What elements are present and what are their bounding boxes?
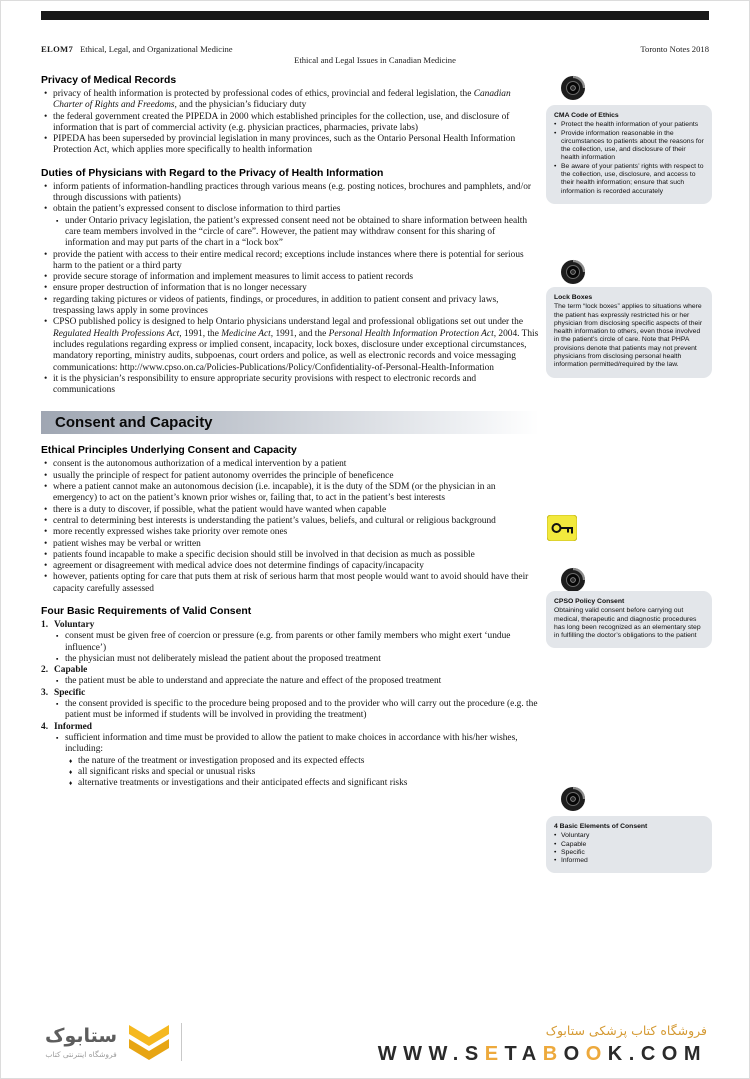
bullet-marker: • bbox=[44, 572, 48, 583]
pearl-icon bbox=[560, 786, 586, 812]
footer-logo bbox=[45, 1022, 182, 1062]
list-item bbox=[41, 482, 539, 505]
list-item bbox=[41, 112, 539, 135]
list-item-text: patients found incapable to make a specific decision should still be involved in that decision as much as possible bbox=[53, 549, 475, 560]
bullet-marker: • bbox=[44, 549, 48, 560]
bullet-marker: • bbox=[44, 504, 48, 515]
url-letter: . bbox=[628, 1043, 641, 1065]
list-item-text: there is a duty to discover, if possible, what the patient would have wanted when capable bbox=[53, 504, 387, 515]
sidebar-bullet-text: Provide information reasonable in the circumstances to patients about the reasons for the collection, use, and disclosure of their health information bbox=[561, 129, 704, 162]
sidebar-box-title: CMA Code of Ethics bbox=[554, 112, 619, 119]
list-item-text: Specific bbox=[54, 687, 86, 698]
footer-logo-subtitle: فروشگاه اینترنتی کتاب bbox=[45, 1050, 117, 1059]
url-letter: E bbox=[484, 1043, 505, 1065]
list-item bbox=[41, 182, 539, 205]
bullet-marker: 2. bbox=[41, 665, 49, 676]
list-item-text: consent must be given free of coercion or pressure (e.g. from parents or other family members who might exert ‘undue influence’) bbox=[65, 631, 511, 653]
footer-logo-title: ستابوک bbox=[45, 1025, 118, 1047]
header-right: Toronto Notes 2018 bbox=[640, 44, 709, 54]
list-item bbox=[41, 631, 539, 654]
list-item bbox=[41, 295, 539, 318]
list-item bbox=[41, 733, 539, 756]
list-item-text: CPSO published policy is designed to help Ontario physicians understand legal and professional obligations set out under the Regulated Health Professions Act, 1991, the Medicine Act, 1991, and the Personal Health Information Protection Act, 2004. This includes regulations regarding express or implied consent, incapacity, lock boxes, disclosure under exceptional circumstances, mandatory reporting, ministry audits, subpoenas, court orders and police, as well as electronic records and voice messaging communications: http://www.cpso.on.ca/Policies-Publications/Policy/Confidentiality-of-Personal-Health-Information bbox=[53, 317, 539, 373]
bullet-marker: • bbox=[44, 459, 48, 470]
section-heading: Four Basic Requirements of Valid Consent bbox=[41, 605, 252, 617]
list-item bbox=[41, 767, 539, 778]
sidebar-box-text: Obtaining valid consent before carrying out medical, therapeutic and diagnostic procedures has long been recognized as an elementary step in fulfilling the doctor’s obligations to the patient bbox=[554, 607, 701, 640]
list-item-text: provide the patient with access to their entire medical record; exceptions include instances where there is potential for serious harm to the patient or a third party bbox=[53, 249, 524, 271]
url-letter: W bbox=[428, 1043, 453, 1065]
bullet-marker: • bbox=[554, 162, 557, 170]
sidebar-box-title: 4 Basic Elements of Consent bbox=[554, 823, 648, 830]
list-item bbox=[41, 516, 539, 527]
url-letter: K bbox=[607, 1043, 629, 1065]
list-item-text: alternative treatments or investigations and their anticipated effects and significant risks bbox=[78, 778, 408, 789]
list-item bbox=[41, 699, 539, 722]
chapter-title: Ethical, Legal, and Organizational Medicine bbox=[80, 44, 233, 54]
list-item-text: more recently expressed wishes take priority over remote ones bbox=[53, 527, 288, 538]
section-bar bbox=[41, 411, 539, 434]
chevron-logo-icon bbox=[127, 1022, 171, 1062]
page-header bbox=[41, 44, 709, 70]
bullet-marker: ▪ bbox=[56, 701, 59, 709]
footer-logo-text bbox=[45, 1025, 117, 1059]
list-item bbox=[41, 676, 539, 687]
url-letter: O bbox=[585, 1043, 608, 1065]
pearl-icon bbox=[560, 567, 586, 593]
bullet-marker: • bbox=[554, 840, 557, 848]
section-heading: Duties of Physicians with Regard to the Privacy of Health Information bbox=[41, 167, 384, 179]
footer-divider bbox=[181, 1023, 182, 1061]
list-item bbox=[41, 505, 539, 516]
bullet-marker: ♦ bbox=[69, 757, 73, 765]
footer bbox=[1, 1000, 749, 1078]
list-item-text: inform patients of information-handling practices through various means (e.g. posting notices, brochures and pamphlets, and/or through discussions with patients) bbox=[53, 181, 532, 204]
key-icon bbox=[547, 515, 577, 541]
sidebar-bullet-text: Protect the health information of your patients bbox=[561, 121, 699, 129]
list-item bbox=[41, 374, 539, 397]
bullet-marker: • bbox=[44, 204, 48, 215]
list-item-text: it is the physician’s responsibility to ensure appropriate security provisions with respect to electronic records and communications bbox=[53, 373, 477, 396]
url-letter: T bbox=[504, 1043, 522, 1065]
header-center-title: Ethical and Legal Issues in Canadian Medicine bbox=[294, 55, 456, 65]
bullet-marker: • bbox=[554, 121, 557, 129]
sidebar-bullet-text: Specific bbox=[561, 848, 585, 856]
footer-url bbox=[378, 1043, 707, 1066]
url-letter: M bbox=[683, 1043, 707, 1065]
list-item-text: obtain the patient’s expressed consent to disclose information to third parties bbox=[53, 204, 341, 215]
bullet-marker: • bbox=[44, 272, 48, 283]
list-item bbox=[41, 654, 539, 665]
list-item bbox=[41, 539, 539, 550]
sidebar-bullet bbox=[554, 849, 704, 857]
section-bar-title: Consent and Capacity bbox=[55, 414, 213, 432]
list-item bbox=[41, 722, 539, 733]
sidebar-bullet bbox=[554, 841, 704, 849]
list-item-text: the nature of the treatment or investigation proposed and its expected effects bbox=[78, 755, 365, 766]
bullet-marker: ▪ bbox=[56, 655, 59, 663]
bullet-marker: • bbox=[554, 129, 557, 137]
list-item bbox=[41, 665, 539, 676]
bullet-marker: • bbox=[44, 181, 48, 192]
bullet-marker: • bbox=[44, 283, 48, 294]
sidebar-box bbox=[546, 105, 712, 204]
list-item-text: patient wishes may be verbal or written bbox=[53, 538, 201, 549]
list-item bbox=[41, 317, 539, 373]
bullet-marker: • bbox=[44, 249, 48, 260]
list-item bbox=[41, 250, 539, 273]
list-item bbox=[41, 756, 539, 767]
bullet-marker: • bbox=[44, 89, 48, 99]
list-item-text: provide secure storage of information and implement measures to limit access to patient records bbox=[53, 272, 414, 283]
list-item-text: regarding taking pictures or videos of patients, findings, or procedures, in addition to patient consent and privacy laws, trespassing laws apply in some provinces bbox=[53, 294, 499, 317]
list-item-text: all significant risks and special or unusual risks bbox=[78, 766, 256, 777]
list-item-text: usually the principle of respect for patient autonomy overrides the principle of beneficence bbox=[53, 470, 394, 481]
list-item bbox=[41, 134, 539, 157]
list-item bbox=[41, 527, 539, 538]
sidebar-box-text: The term “lock boxes” applies to situations where the patient has expressly restricted his or her physician from disclosing specific aspects of their health information to others, even those involved in the patient’s circle of care. Note that PHPA provisions denote that patients may not prevent physicians from disclosing personal health information permitted/required by the law. bbox=[554, 303, 703, 369]
footer-fa-line: فروشگاه کتاب پزشکی ستابوک bbox=[545, 1023, 707, 1038]
header-left bbox=[41, 44, 233, 54]
section-heading: Ethical Principles Underlying Consent and Capacity bbox=[41, 445, 297, 457]
list-item-text: the federal government created the PIPEDA in 2000 which established principles for the collection, use, and disclosure of information that is part of commercial activity (e.g. physician practices, pharmacies, private labs) bbox=[53, 111, 510, 133]
bullet-marker: ▪ bbox=[56, 633, 59, 641]
url-letter: W bbox=[403, 1043, 429, 1065]
list-item-text: ensure proper destruction of information that is no longer necessary bbox=[53, 283, 307, 294]
chapter-code: ELOM7 bbox=[41, 44, 74, 54]
bullet-marker: ♦ bbox=[69, 780, 73, 788]
bullet-marker: 4. bbox=[41, 721, 49, 732]
url-letter: . bbox=[452, 1043, 465, 1065]
list-item bbox=[41, 620, 539, 631]
section-heading: Privacy of Medical Records bbox=[41, 75, 177, 86]
list-item-text: the patient must be able to understand and appreciate the nature and effect of the proposed treatment bbox=[65, 676, 442, 687]
bullet-marker: • bbox=[554, 832, 557, 840]
list-item-text: the consent provided is specific to the procedure being proposed and to the provider who will carry out the procedure (e.g. the patient must be informed if students will be involved in providing the treatment) bbox=[65, 699, 538, 721]
list-item-text: central to determining best interests is understanding the patient’s values, beliefs, and cultural or religious background bbox=[53, 515, 496, 526]
bullet-marker: 1. bbox=[41, 619, 49, 630]
sidebar-bullet-text: Be aware of your patients’ rights with respect to the collection, use, disclosure, and access to their health information; ensure that such information is recorded accurately bbox=[561, 162, 704, 195]
list-item-text: the physician must not deliberately mislead the patient about the proposed treatment bbox=[65, 653, 381, 664]
list-item bbox=[41, 561, 539, 572]
sidebar-box-title: CPSO Policy Consent bbox=[554, 598, 625, 605]
url-letter: O bbox=[563, 1043, 586, 1065]
url-letter: B bbox=[542, 1043, 564, 1065]
list-item-text: agreement or disagreement with medical advice does not determine findings of capacity/incapacity bbox=[53, 561, 424, 572]
bullet-marker: • bbox=[44, 373, 48, 384]
list-item-text: Voluntary bbox=[54, 619, 95, 630]
sidebar bbox=[546, 73, 716, 973]
bullet-marker: ▪ bbox=[56, 678, 59, 686]
sidebar-bullet bbox=[554, 163, 704, 196]
list-item bbox=[41, 572, 539, 595]
sidebar-bullet bbox=[554, 857, 704, 865]
bullet-marker: • bbox=[44, 294, 48, 305]
url-letter: S bbox=[464, 1043, 485, 1065]
top-rule bbox=[41, 11, 709, 20]
sidebar-box bbox=[546, 287, 712, 378]
list-item-text: Informed bbox=[54, 721, 93, 732]
bullet-marker: • bbox=[44, 538, 48, 549]
bullet-marker: • bbox=[44, 515, 48, 526]
bullet-marker: • bbox=[44, 111, 48, 122]
list-item-text: under Ontario privacy legislation, the patient’s expressed consent need not be obtained to share information between health care team members involved in the “circle of care”. However, the patient may withdraw consent for this sharing of information and may put parts of the chart in a “lock box” bbox=[65, 215, 528, 249]
url-letter: A bbox=[521, 1043, 543, 1065]
bullet-marker: • bbox=[44, 561, 48, 572]
list-item-text: sufficient information and time must be provided to allow the patient to make choices in accordance with his/her wishes, including: bbox=[65, 732, 518, 755]
list-item bbox=[41, 283, 539, 294]
sidebar-bullet-text: Capable bbox=[561, 840, 587, 848]
content-blocks bbox=[41, 73, 539, 789]
page-body bbox=[41, 73, 711, 1003]
url-letter: O bbox=[661, 1043, 684, 1065]
bullet-marker: • bbox=[554, 848, 557, 856]
bullet-marker: ▪ bbox=[56, 217, 59, 225]
sidebar-bullet-text: Informed bbox=[561, 857, 588, 865]
pearl-icon bbox=[560, 75, 586, 101]
sidebar-box-title: Lock Boxes bbox=[554, 294, 593, 301]
bullet-marker: • bbox=[44, 482, 48, 493]
url-letter: C bbox=[640, 1043, 662, 1065]
list-item bbox=[41, 272, 539, 283]
list-item bbox=[41, 89, 539, 112]
bullet-marker: • bbox=[44, 134, 48, 145]
list-item bbox=[41, 471, 539, 482]
list-item bbox=[41, 688, 539, 699]
list-item-text: privacy of health information is protected by professional codes of ethics, provincial and federal legislation, the Canadian Charter of Rights and Freedoms, and the physician’s fiduciary duty bbox=[53, 89, 511, 111]
list-item-text: where a patient cannot make an autonomous decision (i.e. incapable), it is the duty of the SDM (or the physician in an emergency) to act on the patient’s known prior wishes or, failing that, to act in the patient’s best interests bbox=[53, 482, 496, 504]
bullet-marker: • bbox=[554, 857, 557, 865]
footer-brand bbox=[378, 1023, 707, 1066]
list-item bbox=[41, 459, 539, 470]
bullet-marker: ▪ bbox=[56, 734, 59, 742]
bullet-marker: ♦ bbox=[69, 768, 73, 776]
sidebar-bullet bbox=[554, 121, 704, 129]
bullet-marker: • bbox=[44, 527, 48, 538]
sidebar-box bbox=[546, 591, 712, 648]
sidebar-box bbox=[546, 816, 712, 873]
list-item bbox=[41, 216, 539, 250]
sidebar-bullet bbox=[554, 130, 704, 163]
list-item bbox=[41, 204, 539, 215]
list-item-text: consent is the autonomous authorization of a medical intervention by a patient bbox=[53, 459, 347, 470]
list-item bbox=[41, 550, 539, 561]
bullet-marker: 3. bbox=[41, 687, 49, 698]
list-item-text: Capable bbox=[54, 665, 88, 676]
url-letter: W bbox=[377, 1043, 404, 1065]
sidebar-bullet bbox=[554, 832, 704, 840]
bullet-marker: • bbox=[44, 317, 48, 328]
bullet-marker: • bbox=[44, 470, 48, 481]
list-item bbox=[41, 778, 539, 789]
list-item-text: PIPEDA has been superseded by provincial legislation in many provinces, such as the Ontario Personal Health Information Protection Act, which applies more specifically to health information bbox=[53, 134, 516, 156]
list-item-text: however, patients opting for care that puts them at risk of serious harm that most people would want to avoid should have their capacity carefully assessed bbox=[53, 572, 529, 594]
pearl-icon bbox=[560, 259, 586, 285]
sidebar-bullet-text: Voluntary bbox=[561, 832, 590, 840]
